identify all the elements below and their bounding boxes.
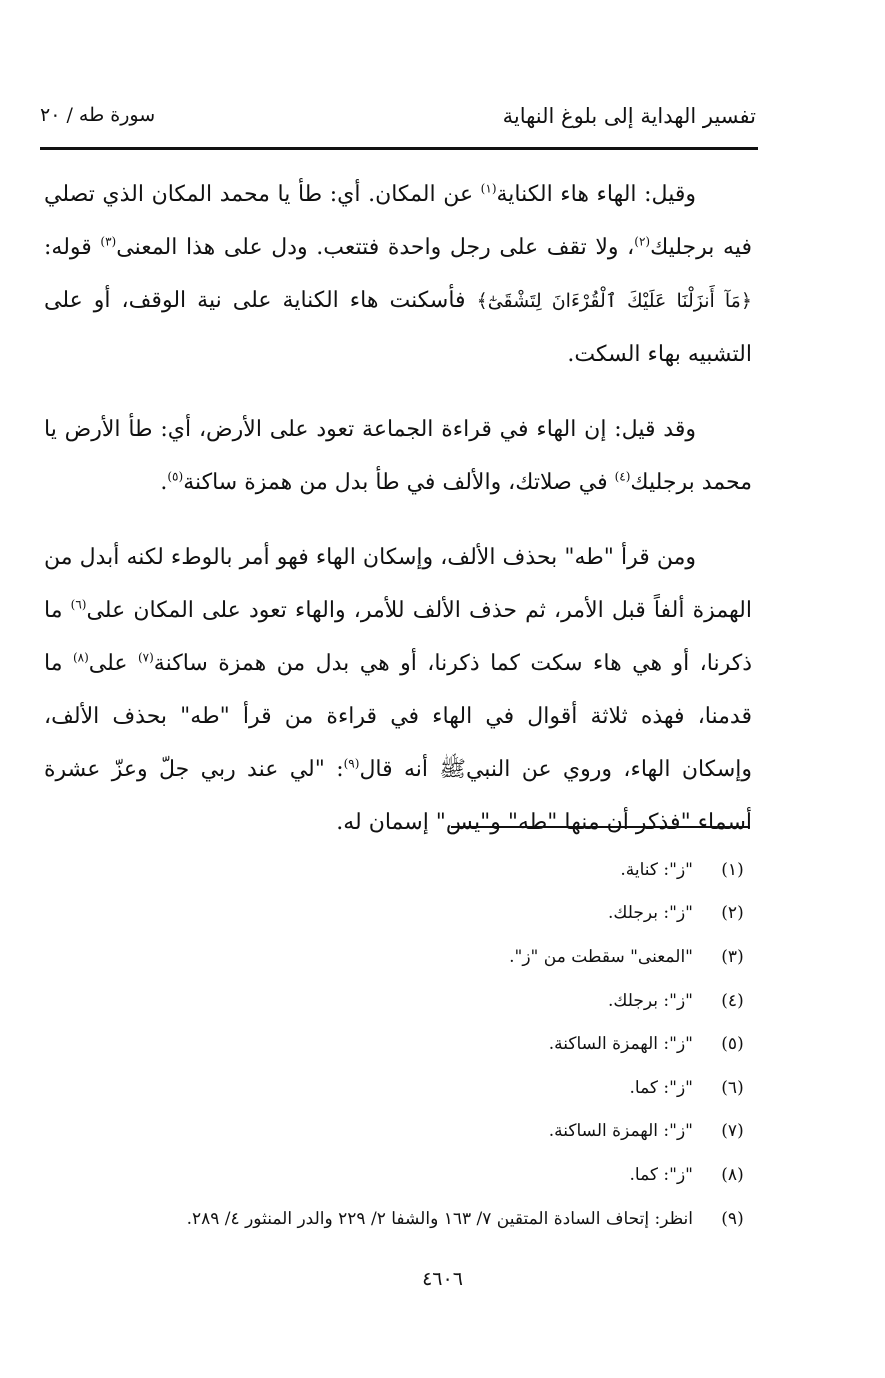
footnote <box>100 1153 750 1197</box>
footnote-text: "ز": الهمزة الساكنة. <box>548 1121 693 1142</box>
footnote-number: (٧) <box>721 1121 744 1142</box>
footnote-ref: (٣) <box>100 234 117 249</box>
header-rule <box>40 147 758 150</box>
text-run: ومن قرأ "طه" بحذف الألف، وإسكان الهاء فهو أمر بالوطء لكنه أبدل من الهمزة ألفاً قبل الأمر، ثم حذف الألف للأمر، والهاء تعود على المكان على <box>44 545 752 623</box>
footnote-ref: (٥) <box>167 469 184 484</box>
footnote-number: (٩) <box>721 1208 744 1229</box>
footnote-ref: (٦) <box>70 597 87 612</box>
footnote-text: "المعنى" سقطت من "ز". <box>509 946 693 967</box>
footnote <box>100 979 750 1023</box>
text-run: ما ذكرنا، أو هي هاء سكت كما ذكرنا، أو هي بدل من همزة ساكنة <box>44 598 752 676</box>
footnote-number: (٥) <box>721 1034 744 1055</box>
footnote <box>100 935 750 979</box>
footnote-text: "ز": كما. <box>629 1164 693 1185</box>
text-run: قوله: <box>44 235 101 260</box>
text-run: وقيل: الهاء هاء الكناية <box>496 182 696 207</box>
page-header <box>40 98 756 144</box>
footnote <box>100 1110 750 1154</box>
footnote <box>100 1197 750 1241</box>
footnote-ref: (٩) <box>343 756 360 771</box>
text-run: فأسكنت هاء الكناية على نية الوقف، أو على التشبيه بهاء السكت. <box>44 288 752 367</box>
body-text <box>44 168 752 871</box>
text-run: في صلاتك، والألف في طأ بدل من همزة ساكنة <box>183 470 615 495</box>
text-run: : "لي عند ربي جلّ وعزّ عشرة أسماء "فذكر أن منها "طه" و"يس" إسمان له. <box>44 757 752 835</box>
footnotes-list <box>100 848 750 1240</box>
footnote <box>100 892 750 936</box>
paragraph <box>44 403 752 509</box>
text-run: . <box>160 470 168 495</box>
footnote-ref: (١) <box>480 181 497 196</box>
surah-label: سورة طه / ٢٠ <box>40 104 156 126</box>
footnote-number: (٣) <box>721 946 744 967</box>
paragraph <box>44 531 752 849</box>
footnote-number: (٦) <box>721 1077 744 1098</box>
text-run: على <box>88 651 138 676</box>
footnote <box>100 1022 750 1066</box>
footnote-ref: (٨) <box>72 650 89 665</box>
footnote-number: (١) <box>721 859 744 880</box>
quran-verse: ﴿مَآ أَنزَلْنَا عَلَيْكَ ٱلْقُرْءَانَ لِتَشْقَىٰٓ﴾ <box>476 290 752 312</box>
text-run: عن المكان. أي: طأ يا محمد المكان الذي تصلي فيه برجليك <box>44 182 752 260</box>
text-run: وقد قيل: إن الهاء في قراءة الجماعة تعود على الأرض، أي: طأ الأرض يا محمد برجليك <box>44 417 752 495</box>
footnote-ref: (٧) <box>137 650 154 665</box>
footnote-number: (٨) <box>721 1164 744 1185</box>
footnote-text: انظر: إتحاف السادة المتقين ٧/ ١٦٣ والشفا ٢/ ٢٢٩ والدر المنثور ٤/ ٢٨٩. <box>186 1208 693 1229</box>
footnote <box>100 1066 750 1110</box>
footnote-separator <box>451 826 750 828</box>
footnote-number: (٢) <box>721 903 744 924</box>
page-number: ٤٦٠٦ <box>422 1268 463 1290</box>
footnote-number: (٤) <box>721 990 744 1011</box>
footnote <box>100 848 750 892</box>
footnote-ref: (٤) <box>614 469 631 484</box>
footnote-text: "ز": برجلك. <box>608 990 693 1011</box>
footnote-text: "ز": كناية. <box>620 859 693 880</box>
footnote-text: "ز": كما. <box>629 1077 693 1098</box>
footnote-text: "ز": برجلك. <box>608 903 693 924</box>
footnote-ref: (٢) <box>634 234 651 249</box>
running-title: تفسير الهداية إلى بلوغ النهاية <box>502 104 756 128</box>
footnote-text: "ز": الهمزة الساكنة. <box>548 1034 693 1055</box>
text-run: ، ولا تقف على رجل واحدة فتتعب. ودل على هذا المعنى <box>116 235 635 260</box>
text-run: ما قدمنا، فهذه ثلاثة أقوال في الهاء في قراءة من قرأ "طه" بحذف الألف، وإسكان الهاء، وروي عن النبيﷺ أنه قال <box>44 651 752 782</box>
paragraph <box>44 168 752 381</box>
